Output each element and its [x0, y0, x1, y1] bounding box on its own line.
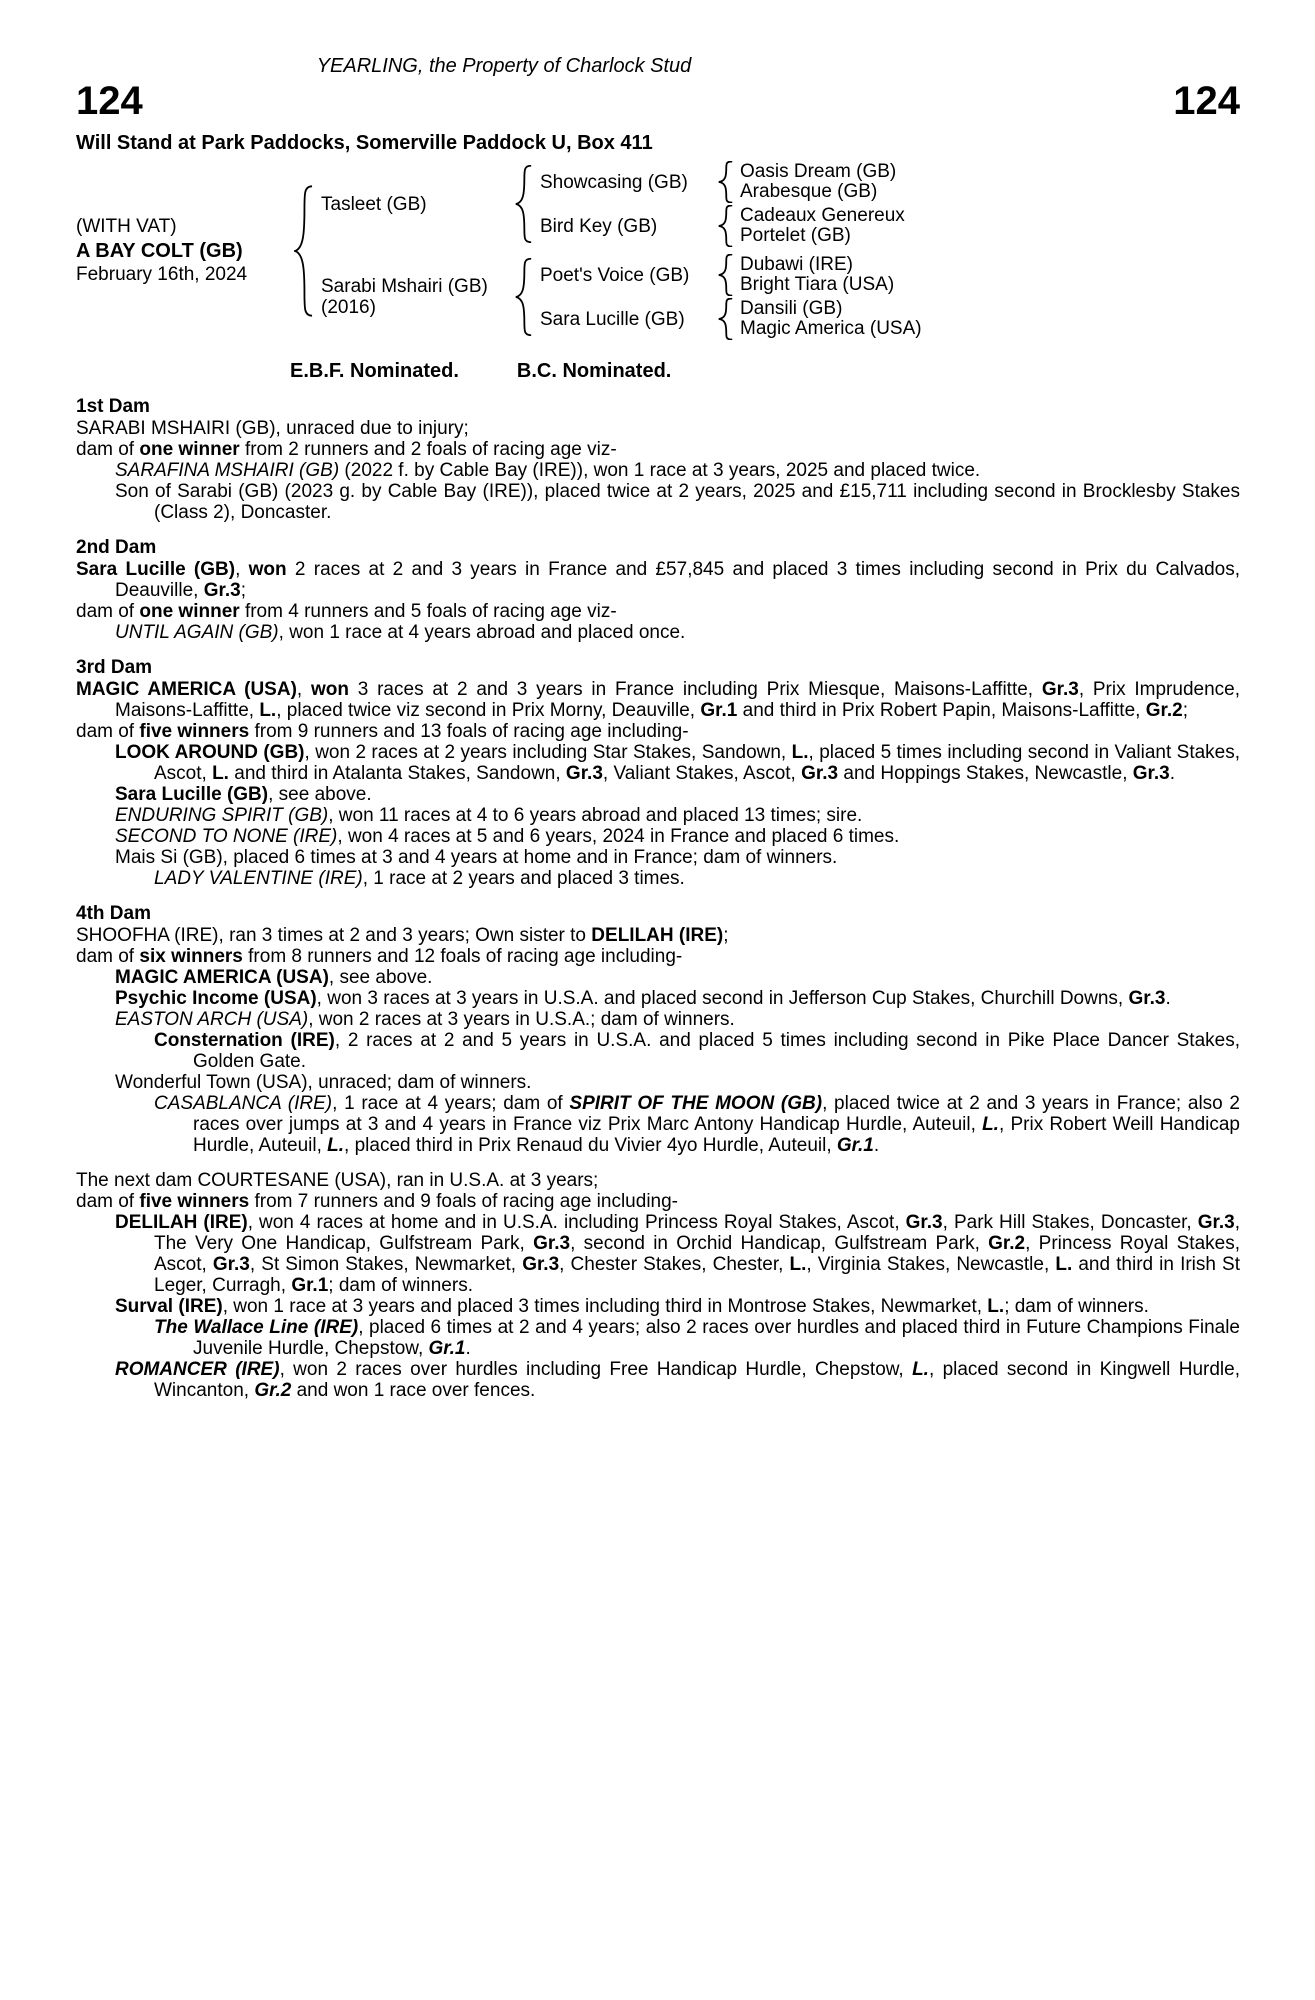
text-segment: six winners — [139, 946, 243, 967]
text-segment: LADY VALENTINE (IRE) — [154, 868, 363, 889]
dam-section-heading: 1st Dam — [76, 396, 150, 417]
text-segment: ROMANCER (IRE) — [115, 1359, 280, 1380]
text-segment: L. — [987, 1296, 1005, 1317]
text-segment: , — [235, 559, 249, 580]
ancestor-name: Portelet (GB) — [740, 225, 851, 246]
text-segment: won — [248, 559, 287, 580]
great-grandparents — [740, 255, 894, 295]
vat-note: (WITH VAT) — [76, 215, 177, 237]
text-segment: ; — [723, 925, 729, 946]
text-segment: L. — [327, 1135, 345, 1156]
text-segment: , won 2 races at 2 years including Star Stakes, Sandown, — [304, 742, 792, 763]
text-segment: Gr.3 — [1041, 679, 1079, 700]
ancestor-name: Bright Tiara (USA) — [740, 274, 895, 295]
text-segment: Gr.3 — [1128, 988, 1166, 1009]
text-segment: from 9 runners and 13 foals of racing age including- — [249, 721, 689, 742]
pedigree-paragraph — [76, 742, 1240, 784]
pedigree-paragraph — [76, 1212, 1240, 1296]
dam-section-heading: 3rd Dam — [76, 657, 153, 678]
text-segment: Gr.3 — [212, 1254, 250, 1275]
text-segment: , St Simon Stakes, Newmarket, — [249, 1254, 523, 1275]
pedigree-branches — [321, 156, 922, 345]
text-segment: DELILAH (IRE) — [115, 1212, 248, 1233]
text-segment: , placed 5 times including second in Valiant Stakes, Ascot, — [154, 742, 1241, 784]
dam-grandparents — [540, 252, 922, 342]
lot-number-right: 124 — [1173, 79, 1240, 123]
text-segment: L. — [789, 1254, 807, 1275]
pedigree-brace-icon — [718, 205, 733, 247]
text-segment: Gr.2 — [254, 1380, 292, 1401]
dam-section-heading: 2nd Dam — [76, 537, 157, 558]
text-segment: Mais Si (GB), placed 6 times at 3 and 4 years at home and in France; dam of winners. — [115, 847, 838, 868]
text-segment: CASABLANCA (IRE) — [154, 1093, 333, 1114]
pedigree-paragraph — [76, 946, 1240, 967]
text-segment: L. — [212, 763, 229, 784]
text-segment: dam of — [76, 1191, 140, 1212]
pedigree-paragraph — [76, 967, 1240, 988]
ancestor-name: Poet's Voice (GB) — [540, 264, 690, 286]
text-segment: dam of — [76, 946, 140, 967]
text-segment: Gr.3 — [1197, 1212, 1235, 1233]
ancestor-suffix: (2016) — [321, 297, 376, 318]
granddam-unit — [540, 298, 922, 340]
text-segment: L. — [1055, 1254, 1073, 1275]
text-segment: 3 races at 2 and 3 years in France including Prix Miesque, Maisons-Laffitte, — [348, 679, 1042, 700]
text-segment: , won 2 races at 3 years in U.S.A.; dam of winners. — [308, 1009, 735, 1030]
property-line: YEARLING, the Property of Charlock Stud — [316, 55, 692, 77]
text-segment: Gr.2 — [1145, 700, 1183, 721]
text-segment: Gr.3 — [522, 1254, 560, 1275]
great-grandparents — [740, 162, 896, 202]
text-segment: ; dam of winners. — [1004, 1296, 1149, 1317]
dam-name — [321, 276, 507, 318]
pedigree-paragraph — [76, 1072, 1240, 1093]
pedigree-paragraph — [76, 1170, 1240, 1191]
text-segment: and third in Prix Robert Papin, Maisons-Laffitte, — [737, 700, 1146, 721]
pedigree-paragraph — [76, 1191, 1240, 1212]
text-segment: Surval (IRE) — [115, 1296, 223, 1317]
ancestor-name: Showcasing (GB) — [540, 171, 688, 193]
text-segment: L. — [982, 1114, 999, 1135]
text-segment: ; dam of winners. — [328, 1275, 473, 1296]
pedigree-paragraph — [76, 805, 1240, 826]
lot-number-row — [76, 81, 1240, 121]
text-segment: five winners — [139, 721, 250, 742]
pedigree-paragraph — [76, 481, 1240, 523]
pedigree-brace-icon — [718, 161, 733, 203]
great-grandparents — [740, 206, 905, 246]
text-segment: MAGIC AMERICA (USA) — [115, 967, 329, 988]
nominations-line — [290, 361, 1240, 382]
dam-section-heading: 4th Dam — [76, 903, 151, 924]
text-segment: 2 races at 2 and 3 years in France and £57,845 and placed 3 times including second in Prix du Calvados, Deauville, — [115, 559, 1240, 601]
text-segment: from 2 runners and 2 foals of racing age viz- — [239, 439, 617, 460]
text-segment: Gr.1 — [836, 1135, 874, 1156]
dam-section — [76, 657, 1240, 889]
ancestor-name: Arabesque (GB) — [740, 181, 878, 202]
text-segment: , Virginia Stakes, Newcastle, — [806, 1254, 1056, 1275]
sire-grandparents — [540, 159, 905, 249]
text-segment: Gr.3 — [905, 1212, 943, 1233]
text-segment: , won 1 race at 4 years abroad and placed once. — [278, 622, 686, 643]
grandsire-unit — [540, 254, 922, 296]
text-segment: . — [1165, 988, 1171, 1009]
ebf-nominated: E.B.F. Nominated. — [290, 360, 459, 382]
text-segment: one winner — [139, 601, 240, 622]
dam-section — [76, 396, 1240, 523]
ancestor-name: Tasleet (GB) — [321, 193, 427, 215]
text-segment: , 2 races at 2 and 5 years in U.S.A. and placed 5 times including second in Pike Place Dancer Stakes, Golden Gate. — [193, 1030, 1240, 1072]
text-segment: LOOK AROUND (GB) — [115, 742, 305, 763]
pedigree-brace-main-icon — [294, 185, 313, 317]
pedigree-brace-icon — [718, 254, 733, 296]
text-segment: , Prix Imprudence, Maisons-Laffitte, — [115, 679, 1240, 721]
text-segment: L. — [259, 700, 277, 721]
horse-details — [76, 215, 294, 287]
text-segment: ; — [240, 580, 246, 601]
great-grandparents — [740, 299, 922, 339]
text-segment: and third in Atalanta Stakes, Sandown, — [228, 763, 566, 784]
text-segment: Gr.1 — [291, 1275, 329, 1296]
text-segment: SARABI MSHAIRI (GB), unraced due to injury; — [76, 418, 469, 439]
pedigree-paragraph — [76, 826, 1240, 847]
ancestor-name: Dansili (GB) — [740, 298, 843, 319]
text-segment: , see above. — [328, 967, 433, 988]
text-segment: . — [465, 1338, 471, 1359]
text-segment: , The Very One Handicap, Gulfstream Park, — [154, 1212, 1240, 1254]
text-segment: . — [873, 1135, 880, 1156]
text-segment: SECOND TO NONE (IRE) — [115, 826, 338, 847]
ancestor-name: Bird Key (GB) — [540, 215, 658, 237]
text-segment: SPIRIT OF THE MOON (GB) — [569, 1093, 823, 1114]
dam-section — [76, 537, 1240, 643]
text-segment: dam of — [76, 721, 140, 742]
text-segment: , won 3 races at 3 years in U.S.A. and placed second in Jefferson Cup Stakes, Churchill Downs, — [316, 988, 1129, 1009]
text-segment: MAGIC AMERICA (USA) — [76, 679, 297, 700]
text-segment: , Chester Stakes, Chester, — [559, 1254, 790, 1275]
text-segment: SARAFINA MSHAIRI (GB) — [115, 460, 340, 481]
text-segment: and won 1 race over fences. — [291, 1380, 536, 1401]
granddam-unit — [540, 205, 905, 247]
text-segment: Son of Sarabi (GB) (2023 g. by Cable Bay (IRE)), placed twice at 2 years, 2025 and £15,711 including second in Brocklesby Stakes (Class 2), Doncaster. — [115, 481, 1240, 523]
text-segment: . — [1169, 763, 1176, 784]
ancestor-name: Dubawi (IRE) — [740, 254, 853, 275]
pedigree-paragraph — [76, 721, 1240, 742]
grandsire-unit — [540, 161, 905, 203]
stand-line: Will Stand at Park Paddocks, Somerville Paddock U, Box 411 — [76, 132, 653, 154]
text-segment: Gr.3 — [203, 580, 241, 601]
text-segment: from 8 runners and 12 foals of racing age including- — [242, 946, 683, 967]
text-segment: , see above. — [268, 784, 372, 805]
pedigree-paragraph — [76, 439, 1240, 460]
pedigree-paragraph — [76, 679, 1240, 721]
pedigree-paragraph — [76, 622, 1240, 643]
text-segment: Psychic Income (USA) — [115, 988, 317, 1009]
text-segment: , won 1 race at 3 years and placed 3 times including third in Montrose Stakes, Newmarket, — [222, 1296, 988, 1317]
text-segment: Gr.1 — [428, 1338, 466, 1359]
text-segment: L. — [791, 742, 809, 763]
sire-name — [321, 194, 507, 215]
pedigree-brace-icon — [515, 165, 532, 243]
dam-section — [76, 1170, 1240, 1401]
text-segment: , Valiant Stakes, Ascot, — [602, 763, 802, 784]
text-segment: , Princess Royal Stakes, Ascot, — [154, 1233, 1240, 1275]
pedigree-paragraph — [76, 1009, 1240, 1030]
pedigree-paragraph — [76, 460, 1240, 481]
pedigree-paragraph — [76, 418, 1240, 439]
pedigree-paragraph — [76, 1359, 1240, 1401]
horse-name: A BAY COLT (GB) — [76, 239, 243, 262]
text-segment: five winners — [139, 1191, 250, 1212]
bc-nominated: B.C. Nominated. — [516, 360, 672, 382]
text-segment: , won 4 races at 5 and 6 years, 2024 in France and placed 6 times. — [337, 826, 900, 847]
ancestor-name: Cadeaux Genereux — [740, 205, 905, 226]
text-segment: , Park Hill Stakes, Doncaster, — [942, 1212, 1198, 1233]
text-segment: , won 2 races over hurdles including Free Handicap Hurdle, Chepstow, — [279, 1359, 913, 1380]
text-segment: Wonderful Town (USA), unraced; dam of winners. — [115, 1072, 532, 1093]
ancestor-name: Oasis Dream (GB) — [740, 161, 897, 182]
text-segment: and Hoppings Stakes, Newcastle, — [838, 763, 1133, 784]
text-segment: one winner — [139, 439, 240, 460]
text-segment: , 1 race at 2 years and placed 3 times. — [362, 868, 685, 889]
ancestor-name: Magic America (USA) — [740, 318, 922, 339]
ancestor-name: Sarabi Mshairi (GB) — [321, 276, 488, 297]
pedigree-paragraph — [76, 1030, 1240, 1072]
pedigree-paragraph — [76, 925, 1240, 946]
pedigree-paragraph — [76, 1296, 1240, 1317]
text-segment: (2022 f. by Cable Bay (IRE)), won 1 race at 3 years, 2025 and placed twice. — [339, 460, 981, 481]
text-segment: The next dam COURTESANE (USA), ran in U.S.A. at 3 years; — [76, 1170, 599, 1191]
sire-branch — [321, 159, 922, 249]
text-segment: Gr.3 — [1132, 763, 1170, 784]
pedigree-paragraph — [76, 784, 1240, 805]
text-segment: ENDURING SPIRIT (GB) — [115, 805, 329, 826]
text-segment: , placed third in Prix Renaud du Vivier 4yo Hurdle, Auteuil, — [344, 1135, 837, 1156]
text-segment: Sara Lucille (GB) — [76, 559, 236, 580]
text-segment: Gr.1 — [700, 700, 738, 721]
text-segment: , 1 race at 4 years; dam of — [332, 1093, 570, 1114]
text-segment: from 7 runners and 9 foals of racing age including- — [249, 1191, 679, 1212]
text-segment: dam of — [76, 601, 140, 622]
pedigree-paragraph — [76, 1317, 1240, 1359]
text-segment: , Prix Robert Weill Handicap Hurdle, Auteuil, — [193, 1114, 1240, 1156]
pedigree-paragraph — [76, 601, 1240, 622]
text-segment: Gr.2 — [988, 1233, 1026, 1254]
text-segment: The Wallace Line (IRE) — [154, 1317, 359, 1338]
text-segment: , second in Orchid Handicap, Gulfstream Park, — [570, 1233, 989, 1254]
text-segment: Gr.3 — [533, 1233, 571, 1254]
foaling-date: February 16th, 2024 — [76, 263, 248, 285]
text-segment: , placed second in Kingwell Hurdle, Wincanton, — [154, 1359, 1240, 1401]
dam-section — [76, 903, 1240, 1156]
pedigree-paragraph — [76, 847, 1240, 868]
pedigree-paragraph — [76, 559, 1240, 601]
text-segment: , won 4 races at home and in U.S.A. including Princess Royal Stakes, Ascot, — [247, 1212, 906, 1233]
text-segment: and third in Irish St Leger, Curragh, — [154, 1254, 1241, 1296]
text-segment: Sara Lucille (GB) — [115, 784, 269, 805]
ancestor-name: Sara Lucille (GB) — [540, 308, 685, 330]
text-segment: DELILAH (IRE) — [591, 925, 724, 946]
text-segment: won — [310, 679, 349, 700]
text-segment: SHOOFHA (IRE), ran 3 times at 2 and 3 years; Own sister to — [76, 925, 592, 946]
pedigree-brace-icon — [515, 258, 532, 336]
text-segment: dam of — [76, 439, 140, 460]
dam-branch — [321, 252, 922, 342]
pedigree-paragraph — [76, 988, 1240, 1009]
pedigree-text-body — [76, 396, 1240, 1401]
text-segment: , — [296, 679, 311, 700]
text-segment: EASTON ARCH (USA) — [115, 1009, 309, 1030]
pedigree-brace-icon — [718, 298, 733, 340]
lot-number-left: 124 — [76, 79, 143, 123]
text-segment: , won 11 races at 4 to 6 years abroad and placed 13 times; sire. — [328, 805, 863, 826]
pedigree-table — [76, 156, 1240, 345]
text-segment: , placed 6 times at 2 and 4 years; also 2 races over hurdles and placed third in Future Champions Finale Juvenile Hurdle, Chepstow, — [193, 1317, 1240, 1359]
text-segment: Consternation (IRE) — [154, 1030, 335, 1051]
text-segment: Gr.3 — [565, 763, 603, 784]
pedigree-paragraph — [76, 868, 1240, 889]
text-segment: , placed twice viz second in Prix Morny, Deauville, — [276, 700, 701, 721]
text-segment: UNTIL AGAIN (GB) — [115, 622, 279, 643]
text-segment: Gr.3 — [801, 763, 839, 784]
pedigree-paragraph — [76, 1093, 1240, 1156]
text-segment: , placed twice at 2 and 3 years in France; also 2 races over jumps at 3 and 4 years in France viz Prix Marc Antony Handicap Hurdle, Auteuil, — [193, 1093, 1241, 1135]
text-segment: from 4 runners and 5 foals of racing age viz- — [239, 601, 617, 622]
text-segment: L. — [912, 1359, 929, 1380]
text-segment: ; — [1182, 700, 1188, 721]
